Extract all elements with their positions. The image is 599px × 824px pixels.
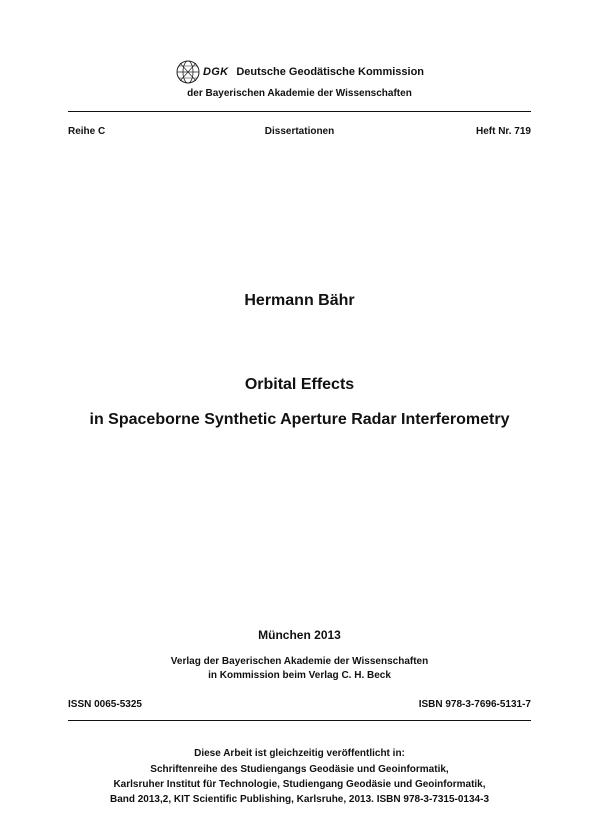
footer-line-1: Diese Arbeit ist gleichzeitig veröffentlicht in: xyxy=(194,748,405,759)
institution-name: Deutsche Geodätische Kommission xyxy=(236,66,425,78)
series-label: Reihe C xyxy=(68,126,106,137)
footer-line-4: Band 2013,2, KIT Scientific Publishing, Karlsruhe, 2013. ISBN 978-3-7315-0134-3 xyxy=(109,794,490,805)
footer-line-2: Schriftenreihe des Studiengangs Geodäsie und Geoinformatik, xyxy=(150,764,449,775)
dgk-logo xyxy=(174,57,424,87)
issn: ISSN 0065-5325 xyxy=(68,699,142,710)
footer-line-3: Karlsruher Institut für Technologie, Studiengang Geodäsie und Geoinformatik, xyxy=(113,779,486,790)
place-year: München 2013 xyxy=(258,628,341,642)
header-divider xyxy=(68,111,531,112)
dgk-globe-logo-icon xyxy=(174,58,202,86)
title-line-2: in Spaceborne Synthetic Aperture Radar Interferometry xyxy=(89,411,510,428)
issue-number: Heft Nr. 719 xyxy=(475,126,531,137)
institution-subtitle: der Bayerischen Akademie der Wissenschaften xyxy=(187,88,412,99)
series-type: Dissertationen xyxy=(264,126,335,137)
author-name: Hermann Bähr xyxy=(244,292,355,309)
isbn: ISBN 978-3-7696-5131-7 xyxy=(418,699,531,710)
title-line-1: Orbital Effects xyxy=(244,376,355,393)
publisher-line-2: in Kommission beim Verlag C. H. Beck xyxy=(208,670,391,681)
footer-divider xyxy=(68,720,531,721)
logo-abbreviation: DGK xyxy=(203,66,229,78)
publisher-line-1: Verlag der Bayerischen Akademie der Wissenschaften xyxy=(170,656,429,667)
